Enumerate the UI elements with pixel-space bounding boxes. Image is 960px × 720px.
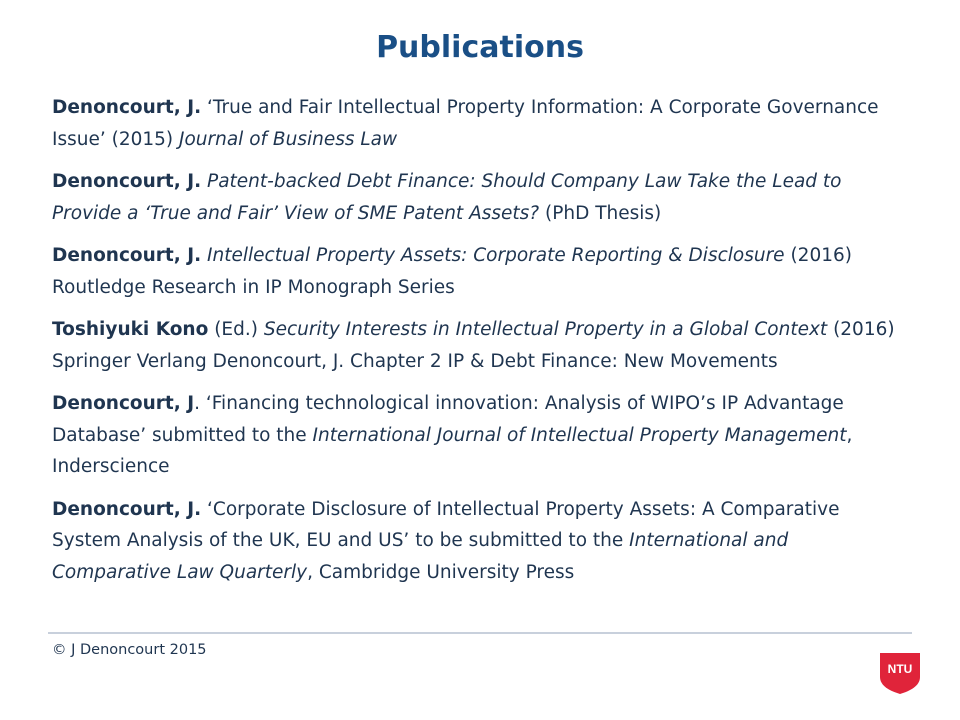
copyright-text: © J Denoncourt 2015 xyxy=(52,642,207,658)
publication-detail: (2016) Springer Verlang Denoncourt, J. Chapter 2 IP & Debt Finance: New Movements xyxy=(52,319,895,372)
publication-detail: ‘True and Fair Intellectual Property Information: A Corporate Governance Issue’ (2015) xyxy=(52,97,879,150)
publication-entry xyxy=(52,92,912,155)
publication-entry xyxy=(52,314,912,377)
publication-entry xyxy=(52,388,912,483)
publication-title: Journal of Business Law xyxy=(179,128,398,150)
publication-title: Patent-backed Debt Finance: Should Company Law Take the Lead to Provide a ‘True and Fair’ View of SME Patent Assets? xyxy=(52,171,842,224)
publication-author: Denoncourt, J. xyxy=(52,245,202,266)
publication-title: Security Interests in Intellectual Property in a Global Context xyxy=(263,319,828,340)
footer-divider xyxy=(48,632,912,634)
publication-title: International Journal of Intellectual Property Management xyxy=(312,424,847,446)
publication-title: Intellectual Property Assets: Corporate Reporting & Disclosure xyxy=(207,245,785,266)
publication-list xyxy=(52,92,912,599)
publication-detail: (Ed.) xyxy=(208,319,264,340)
publication-detail: , Cambridge University Press xyxy=(307,561,575,583)
publication-author: Denoncourt, J xyxy=(52,393,195,414)
publication-detail: ‘Corporate Disclosure of Intellectual Property Assets: A Comparative System Analysis of the UK, EU and US’ to be submitted to the xyxy=(52,498,840,551)
publication-detail: , Inderscience xyxy=(52,424,853,477)
publication-author: Denoncourt, J. xyxy=(52,97,202,118)
slide-title: Publications xyxy=(376,30,584,65)
publication-author: Denoncourt, J. xyxy=(52,498,202,520)
publication-detail: . ‘Financing technological innovation: Analysis of WIPO’s IP Advantage Database’ submitted to the xyxy=(52,393,844,446)
publication-entry xyxy=(52,494,912,589)
ntu-logo-icon xyxy=(878,651,922,695)
publication-title: International and Comparative Law Quarterly xyxy=(52,530,789,583)
publication-author: Denoncourt, J. xyxy=(52,171,202,192)
ntu-logo-text: NTU xyxy=(887,662,913,676)
publication-entry xyxy=(52,166,912,229)
publication-entry xyxy=(52,240,912,303)
publication-detail: (2016) Routledge Research in IP Monograph Series xyxy=(52,245,852,298)
publication-author: Toshiyuki Kono xyxy=(52,319,209,340)
publication-detail: (PhD Thesis) xyxy=(539,202,662,224)
